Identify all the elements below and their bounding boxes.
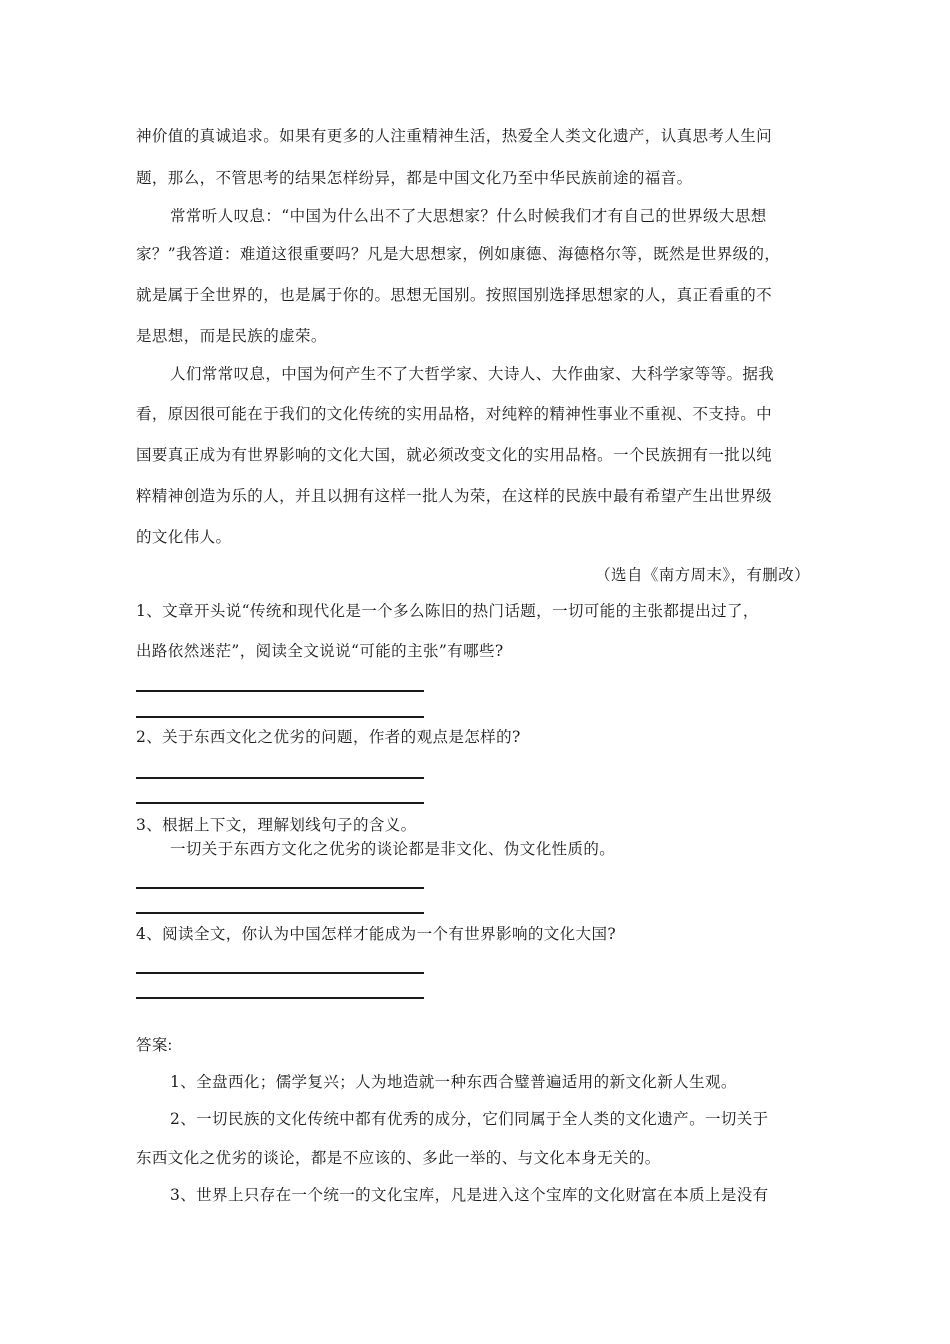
article-line: 家？”我答道：难道这很重要吗？凡是大思想家，例如康德、海德格尔等，既然是世界级的， — [136, 245, 781, 263]
answer-line — [136, 777, 424, 779]
answer-1: 1、全盘西化；儒学复兴；人为地造就一种东西合璧普遍适用的新文化新人生观。 — [170, 1073, 737, 1091]
article-line: 粹精神创造为乐的人，并且以拥有这样一批人为荣，在这样的民族中最有希望产生出世界级 — [136, 487, 773, 505]
article-line: 国要真正成为有世界影响的文化大国，就必须改变文化的实用品格。一个民族拥有一批以纯 — [136, 446, 773, 464]
answers-heading: 答案: — [136, 1037, 173, 1054]
answer-line — [136, 972, 424, 974]
question-1-text: 1、文章开头说“传统和现代化是一个多么陈旧的热门话题，一切可能的主张都提出过了， — [136, 602, 759, 620]
underlined-sentence: 一切关于东西方文化之优劣的谈论都是非文化、伪文化性质的。 — [170, 840, 616, 858]
answer-line — [136, 690, 424, 692]
answer-line — [136, 912, 424, 914]
article-line: 就是属于全世界的，也是属于你的。思想无国别。按照国别选择思想家的人，真正看重的不 — [136, 286, 773, 304]
answer-line — [136, 716, 424, 718]
answer-2: 东西文化之优劣的谈论，都是不应该的、多此一举的、与文化本身无关的。 — [136, 1149, 661, 1167]
article-line: 是思想，而是民族的虚荣。 — [136, 327, 327, 345]
question-4-text: 4、阅读全文，你认为中国怎样才能成为一个有世界影响的文化大国? — [136, 925, 617, 943]
answer-line — [136, 802, 424, 804]
answer-3: 3、世界上只存在一个统一的文化宝库，凡是进入这个宝库的文化财富在本质上是没有 — [170, 1186, 769, 1204]
article-line: 常常听人叹息：“中国为什么出不了大思想家？什么时候我们才有自己的世界级大思想 — [170, 207, 767, 225]
answer-line — [136, 887, 424, 889]
question-1-text: 出路依然迷茫”，阅读全文说说“可能的主张”有哪些? — [136, 642, 504, 660]
question-3-text: 3、根据上下文，理解划线句子的含义。 — [136, 816, 417, 834]
answer-line — [136, 997, 424, 999]
article-line: 题，那么，不管思考的结果怎样纷异，都是中国文化乃至中华民族前途的福音。 — [136, 169, 693, 187]
answer-2: 2、一切民族的文化传统中都有优秀的成分，它们同属于全人类的文化遗产。一切关于 — [170, 1110, 769, 1128]
article-line: 的文化伟人。 — [136, 528, 232, 546]
article-line: 看，原因很可能在于我们的文化传统的实用品格，对纯粹的精神性事业不重视、不支持。中 — [136, 405, 773, 423]
article-line: 人们常常叹息，中国为何产生不了大哲学家、大诗人、大作曲家、大科学家等等。据我 — [170, 365, 775, 383]
article-line: 神价值的真诚追求。如果有更多的人注重精神生活，热爱全人类文化遗产，认真思考人生问 — [136, 127, 773, 145]
question-2-text: 2、关于东西文化之优劣的问题，作者的观点是怎样的? — [136, 728, 521, 746]
article-source: （选自《南方周末》，有删改） — [595, 566, 810, 584]
